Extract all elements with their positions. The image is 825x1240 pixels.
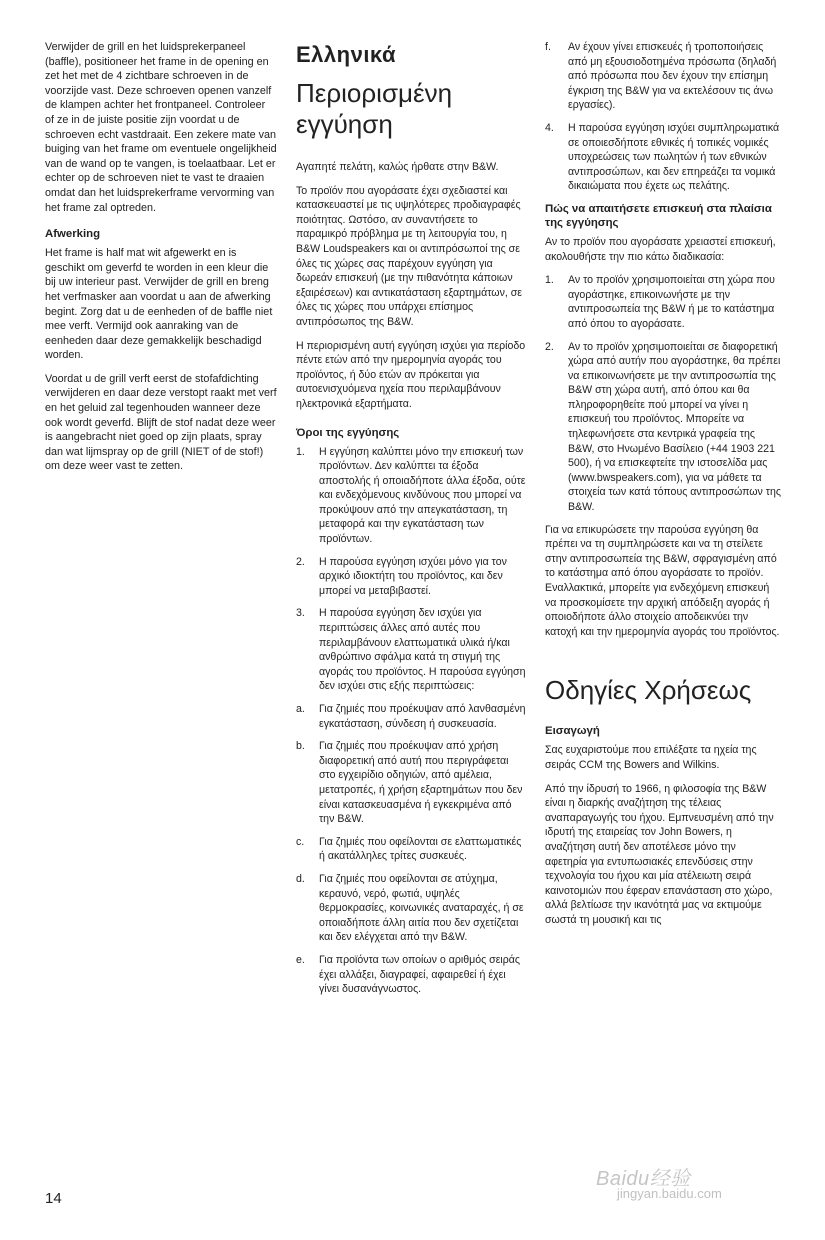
list-marker: 1.: [296, 445, 305, 458]
list-marker: 4.: [545, 121, 554, 134]
list-item: [296, 872, 526, 945]
list-marker: 2.: [545, 340, 554, 353]
list-item: [296, 606, 526, 694]
list-text: Αν το προϊόν χρησιμοποιείται στη χώρα που αγοράστηκε, επικοινωνήστε με την αντιπροσωπεία της B&W ή με το κατάστημα από όπου το αγοράσατε.: [568, 274, 775, 330]
list-item: [296, 835, 526, 864]
list-item: [296, 739, 526, 827]
heading-afwerking: Afwerking: [45, 228, 101, 241]
list-marker: e.: [296, 953, 305, 966]
warranty-terms-list-continued: [545, 40, 781, 194]
list-text: Για ζημιές που οφείλονται σε ατύχημα, κεραυνό, νερό, φωτιά, υψηλές θερμοκρασίες, κοινωνικές αναταραχές, ή σε οποιαδήποτε άλλη αιτία που δεν σχετίζεται και δεν ελέγχεται από την B&W.: [319, 872, 524, 944]
list-marker: a.: [296, 703, 305, 715]
column-greek-repair: [545, 40, 781, 937]
warranty-terms-list: [296, 445, 526, 997]
paragraph-repair-intro: Αν το προϊόν που αγοράσατε χρειαστεί επισκευή, ακολουθήστε την πιο κάτω διαδικασία:: [545, 235, 776, 263]
list-marker: 3.: [296, 607, 305, 620]
list-item: [296, 702, 526, 731]
paragraph-philosophy: Από την ίδρυσή το 1966, η φιλοσοφία της B&W είναι η διαρκής αναζήτηση της τέλειας αναπαραγωγής του ήχου. Εμπνευσμένη από την ιδρυτή της εταιρείας τον John Bowers, η αναζήτηση αυτή δεν αποτέλεσε μόνο την αφετηρία για εντυπωσιακές επενδύσεις στην τεχνολογία του ήχου και μία ατέλειωτη σειρά καινοτομιών που έφεραν επανάσταση στο χώρο, αλλά βελτίωσε την ικανότητά μας να εκτιμούμε σωστά τη μουσική και τις: [545, 782, 774, 926]
heading-repair-claim: Πώς να απαιτήσετε επισκευή στα πλαίσια της εγγύησης: [545, 202, 772, 229]
repair-steps-list: [545, 273, 781, 515]
paragraph-installation: Verwijder de grill en het luidsprekerpaneel (baffle), positioneer het frame in de opening en zet het met de 4 zichtbare schroeven in de voorzijde vast. Deze schroeven openen vanzelf de klampen achter het frontpaneel. Controleer of ze in de juiste positie zijn voordat u de schroeven echt vastdraait. Een zekere mate van buiging van het frame om eventuele ongelijkheid van de wand op te vangen, is toelaatbaar. Let er echter op de schroeven niet te vast te draaien omdat dan het luidsprekerframe vervorming van het frame zal optreden.: [45, 41, 277, 214]
list-text: Η παρούσα εγγύηση ισχύει μόνο για τον αρχικό ιδιοκτήτη του προϊόντος, και δεν μπορεί να μεταβιβαστεί.: [319, 555, 507, 597]
list-text: Η εγγύηση καλύπτει μόνο την επισκευή των προϊόντων. Δεν καλύπτει τα έξοδα αποστολής ή οποιαδήποτε άλλα έξοδα, ούτε και ενδεχόμενους κινδύνους που μπορεί να προκύψουν από την απεγκατάσταση, τη μεταφορά και την εγκατάσταση των προϊόντων.: [319, 445, 526, 546]
section-title-warranty: Περιορισμένη εγγύηση: [296, 78, 453, 139]
list-item: [296, 445, 526, 547]
watermark-logo: Baidu经验: [596, 1168, 691, 1190]
page-number: 14: [45, 1190, 62, 1207]
paragraph-finishing: Het frame is half mat wit afgewerkt en is geschikt om geverfd te worden in een kleur die bij uw interieur past. Verwijder de grill en breng het verfmasker aan voordat u aan de afwerking begint. Zorg dat u de eenheden of de baffle niet mee verft. Vermijd ook aanraking van de eenheden daar deze gemakkelijk beschadigd worden.: [45, 247, 273, 362]
language-title: Ελληνικά: [296, 42, 396, 67]
list-text: Για ζημιές που οφείλονται σε ελαττωματικές ή ακατάλληλες τρίτες συσκευές.: [319, 835, 522, 863]
section-title-instructions: Οδηγίες Χρήσεως: [545, 675, 752, 706]
list-text: Αν έχουν γίνει επισκευές ή τροποποιήσεις από μη εξουσιοδοτημένα πρόσωπα (δηλαδή από πρόσωπα που δεν έχουν την επίσημη έγκριση της B&W για να εκτελέσουν τις άνω εργασίες).: [568, 41, 777, 112]
list-item: [545, 40, 781, 113]
paragraph-welcome: Αγαπητέ πελάτη, καλώς ήρθατε στην B&W.: [296, 161, 499, 173]
list-item: [545, 340, 781, 515]
list-marker: 1.: [545, 274, 554, 287]
list-text: Για ζημιές που προέκυψαν από λανθασμένη εγκατάσταση, σύνδεση ή συσκευασία.: [319, 703, 526, 730]
list-marker: d.: [296, 872, 305, 885]
list-text: Η παρούσα εγγύηση δεν ισχύει για περιπτώσεις άλλες από αυτές που περιλαμβάνουν ελαττωματικά υλικά ή/και ανθρώπινο σφάλμα κατά τη στιγμή της αγοράς του προϊόντος. Η παρούσα εγγύηση δεν ισχύει στις εξής περιπτώσεις:: [319, 607, 526, 693]
watermark-url: jingyan.baidu.com: [617, 1186, 722, 1201]
paragraph-grill-painting: Voordat u de grill verft eerst de stofafdichting verwijderen en daar deze verstopt raakt met verf en het geluid zal tegenhouden wanneer deze ook wordt geverfd. Blijft de stof nadat deze weer is aangebracht niet goed op zijn plaats, spray dan wat lijmspray op de grill (NIET of de stof!) om deze weer vast te zetten.: [45, 372, 277, 473]
list-marker: 2.: [296, 555, 305, 568]
list-item: [545, 273, 781, 331]
list-text: Η παρούσα εγγύηση ισχύει συμπληρωματικά σε οποιεσδήποτε εθνικές ή τοπικές νομικές υποχρεώσεις των πωλητών ή των εθνικών αντιπροσώπων, και δεν επηρεάζει τα νομικά δικαιώματα που έχετε ως πελάτης.: [568, 121, 780, 193]
paragraph-validation: Για να επικυρώσετε την παρούσα εγγύηση θα πρέπει να τη συμπληρώσετε και να τη στείλετε στην αντιπροσωπεία της B&W, σφραγισμένη από το κατάστημα από όπου αγοράσατε το προϊόν. Εναλλακτικά, μπορείτε για ενδεχόμενη επισκευή να προσκομίσετε την αρχική απόδειξη αγοράς ή οποιοδήποτε άλλο στοιχείο αποδεικνύει την κατοχή και την ημερομηνία αγοράς του προϊόντος.: [545, 523, 780, 638]
list-item: [545, 121, 781, 194]
list-marker: f.: [545, 41, 551, 53]
heading-introduction: Εισαγωγή: [545, 725, 600, 738]
list-text: Αν το προϊόν χρησιμοποιείται σε διαφορετική χώρα από αυτήν που αγοράστηκε, θα πρέπει να επικοινωνήσετε με την αντιπροσωπία της B&W στη χώρα αυτή, από όπου και θα πληροφορηθείτε πού μπορεί να γίνει η επισκευή του προϊόντος. Μπορείτε να τηλεφωνήσετε στα κεντρικά γραφεία της B&W, στο Ηνωμένο Βασίλειο (+44 1903 221 500), ή να επισκεφτείτε την ιστοσελίδα μας (www.bwspeakers.com), για να μάθετε τα στοιχεία των κατά τόπους αντιπροσώπων της B&W.: [568, 340, 781, 514]
list-marker: c.: [296, 835, 305, 848]
paragraph-product-intro: Το προϊόν που αγοράσατε έχει σχεδιαστεί και κατασκευαστεί με τις υψηλότερες προδιαγραφές ποιότητας. Ωστόσο, αν συναντήσετε το παραμικρό πρόβλημα με τη λειτουργία του, η B&W Loudspeakers και οι αντιπρόσωποί της σε όλες τις χώρες σας παρέχουν εγγύηση για δωρεάν επισκευή (με την πιθανότητα κάποιων εξαιρέσεων) και αντικατάσταση εξαρτημάτων, σε όλες τις χώρες που υπάρχει επίσημος αντιπρόσωπος της B&W.: [296, 184, 523, 328]
paragraph-thanks: Σας ευχαριστούμε που επιλέξατε τα ηχεία της σειράς CCM της Bowers and Wilkins.: [545, 744, 757, 771]
column-greek-warranty: [296, 40, 526, 1005]
paragraph-warranty-period: Η περιορισμένη αυτή εγγύηση ισχύει για περίοδο πέντε ετών από την ημερομηνία αγοράς του προϊόντος, ή δύο ετών αν πρόκειται για αυτοενισχυόμενα ηχεία που περιλαμβάνουν ηλεκτρονικά εξαρτήματα.: [296, 339, 526, 410]
column-dutch: [45, 40, 277, 483]
list-item: [296, 555, 526, 599]
list-text: Για προϊόντα των οποίων ο αριθμός σειράς έχει αλλάξει, διαγραφεί, αφαιρεθεί ή έχει γίνει δυσανάγνωστος.: [319, 953, 521, 996]
list-text: Για ζημιές που προέκυψαν από χρήση διαφορετική από αυτή που περιγράφεται στο εγχειρίδιο οδηγιών, από αμέλεια, μετατροπές, ή χρήση εξαρτημάτων που δεν είναι κατασκευασμένα ή εγκεκριμένα από την B&W.: [319, 740, 523, 826]
list-item: [296, 953, 526, 997]
list-marker: b.: [296, 740, 305, 753]
heading-warranty-terms: Όροι της εγγύησης: [296, 426, 400, 439]
